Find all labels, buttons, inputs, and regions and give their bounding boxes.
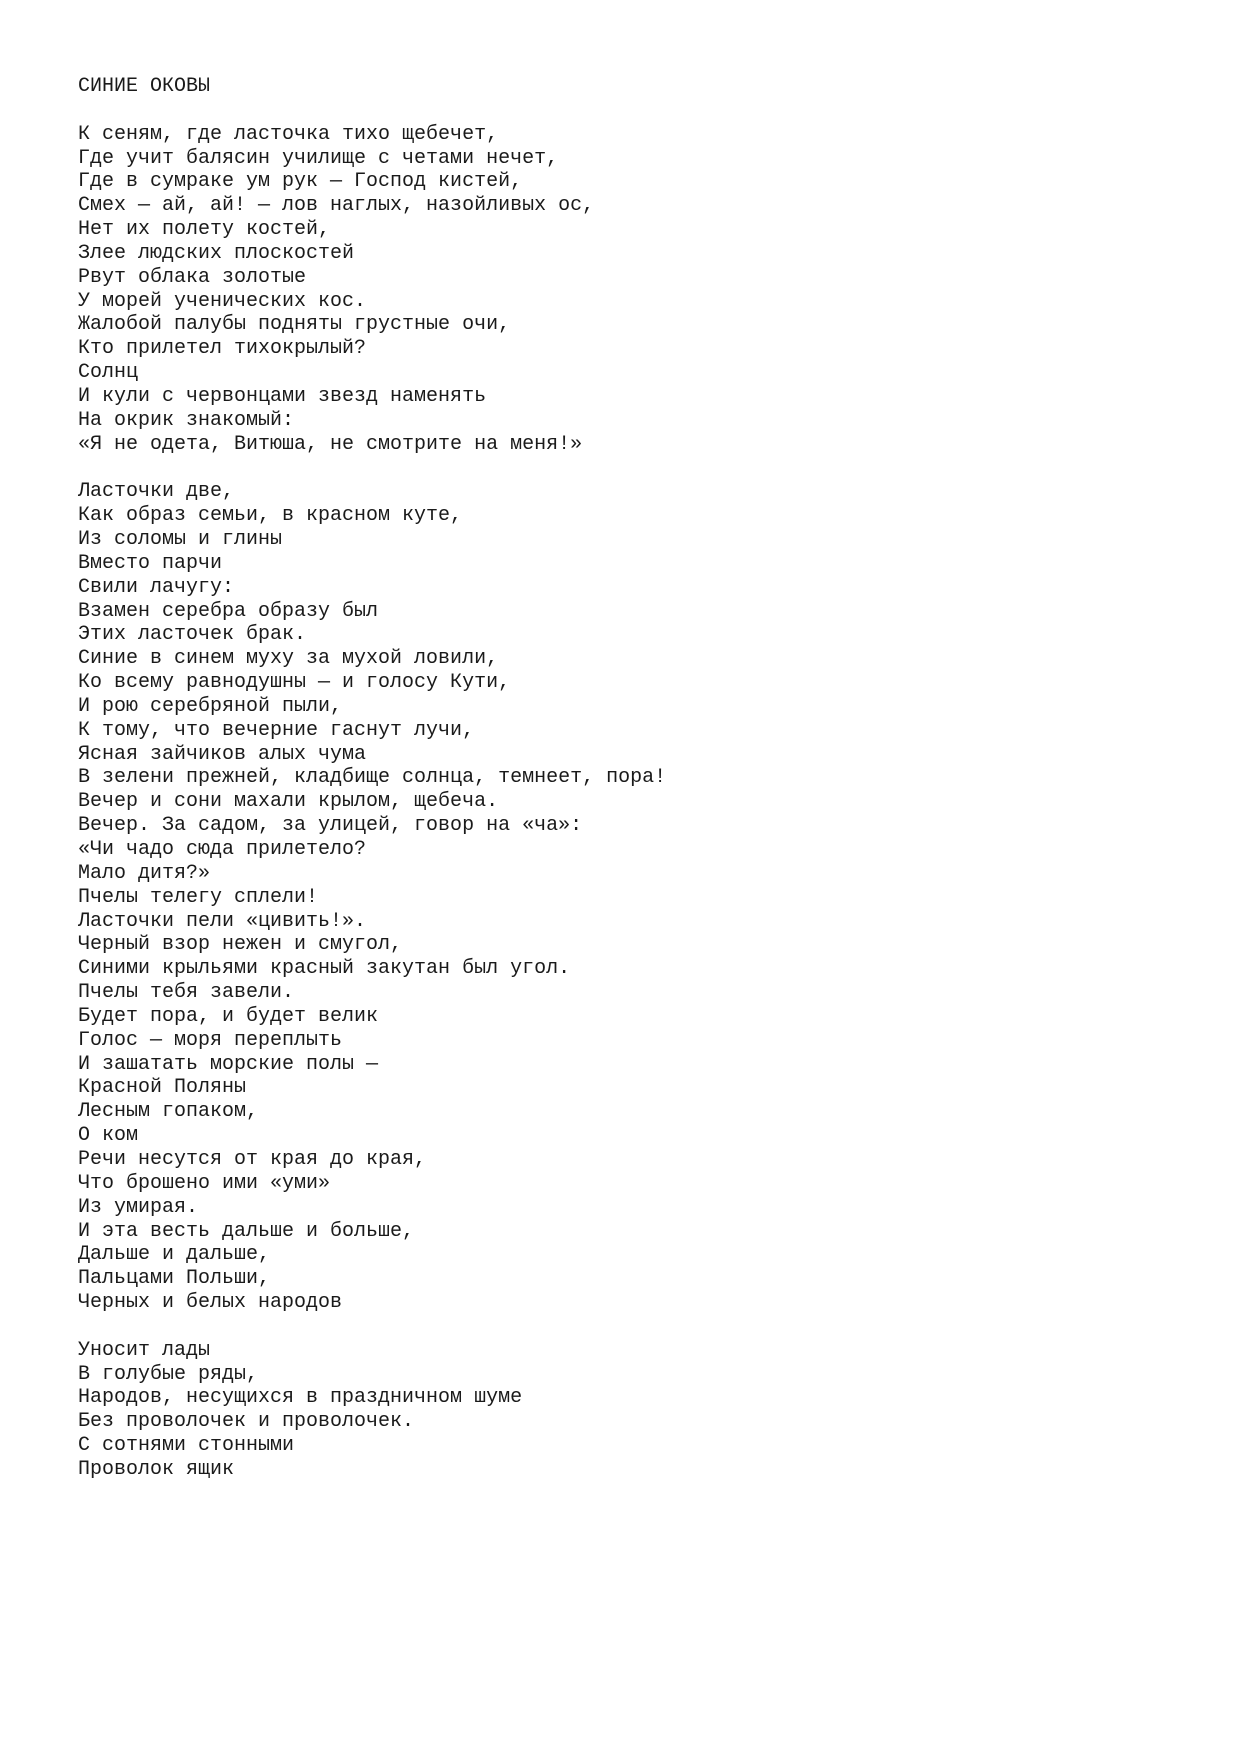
poem-line: Мало дитя?» bbox=[78, 861, 211, 885]
poem-line: Кто прилетел тихокрылый? bbox=[78, 337, 367, 361]
poem-line: Солнц bbox=[78, 361, 139, 385]
poem-line: Где в сумраке ум рук — Господ кистей, bbox=[78, 170, 523, 194]
poem-line: Ласточки две, bbox=[78, 480, 235, 504]
poem-line: На окрик знакомый: bbox=[78, 408, 295, 432]
poem-line: О ком bbox=[78, 1124, 139, 1148]
poem-line: Синие в синем муху за мухой ловили, bbox=[78, 647, 499, 671]
poem-line: «Чи чадо сюда прилетело? bbox=[78, 838, 367, 861]
poem-line: Красной Поляны bbox=[78, 1076, 247, 1100]
poem-line: Лесным гопаком, bbox=[78, 1100, 259, 1124]
poem-line: Без проволочек и проволочек. bbox=[78, 1410, 415, 1434]
poem-line: Черный взор нежен и смугол, bbox=[78, 933, 403, 957]
poem-body bbox=[78, 75, 1078, 1482]
poem-line: И кули с червонцами звезд наменять bbox=[78, 384, 487, 408]
stanza bbox=[78, 123, 1078, 457]
poem-line: Вместо парчи bbox=[78, 551, 223, 575]
poem-line: Из соломы и глины bbox=[78, 528, 283, 552]
poem-line: К тому, что вечерние гаснут лучи, bbox=[78, 718, 475, 742]
poem-line: Вечер. За садом, за улицей, говор на «ча»: bbox=[78, 814, 583, 838]
poem-line: Будет пора, и будет велик bbox=[78, 1004, 379, 1028]
poem-line: Ясная зайчиков алых чума bbox=[78, 742, 367, 766]
poem-line: Пальцами Польши, bbox=[78, 1267, 271, 1291]
poem-line: Черных и белых народов bbox=[78, 1291, 343, 1315]
poem-line: Проволок ящик bbox=[78, 1457, 235, 1481]
poem-line: Синими крыльями красный закутан был угол. bbox=[78, 957, 571, 981]
stanzas-container bbox=[78, 123, 1078, 1482]
poem-line: Злее людских плоскостей bbox=[78, 241, 355, 265]
poem-line: Смех — ай, ай! — лов наглых, назойливых ос, bbox=[78, 194, 595, 218]
poem-line: Жалобой палубы подняты грустные очи, bbox=[78, 313, 511, 337]
poem-line: У морей ученических кос. bbox=[78, 289, 367, 313]
poem-line: Как образ семьи, в красном куте, bbox=[78, 504, 463, 528]
poem-line: Народов, несущихся в праздничном шуме bbox=[78, 1386, 523, 1410]
poem-title: СИНИЕ ОКОВЫ bbox=[78, 75, 211, 98]
poem-line: И зашатать морские полы — bbox=[78, 1052, 379, 1076]
poem-line: «Я не одета, Витюша, не смотрите на меня!» bbox=[78, 432, 583, 456]
poem-line: И эта весть дальше и больше, bbox=[78, 1219, 415, 1243]
poem-line: Из умирая. bbox=[78, 1195, 199, 1219]
poem-line: Этих ласточек брак. bbox=[78, 623, 307, 647]
poem-line: В зелени прежней, кладбище солнца, темнеет, пора! bbox=[78, 766, 667, 790]
poem-line: Рвут облака золотые bbox=[78, 265, 307, 289]
poem-line: Пчелы телегу сплели! bbox=[78, 885, 319, 909]
poem-line: Нет их полету костей, bbox=[78, 218, 331, 242]
poem-line: Что брошено ими «уми» bbox=[78, 1171, 331, 1195]
poem-line: Взамен серебра образу был bbox=[78, 599, 379, 623]
poem-line: Ласточки пели «цивить!». bbox=[78, 909, 367, 933]
poem-line: Где учит балясин училище с четами нечет, bbox=[78, 146, 559, 170]
poem-line: С сотнями стонными bbox=[78, 1434, 295, 1458]
poem-line: В голубые ряды, bbox=[78, 1362, 259, 1386]
poem-line: Ко всему равнодушны — и голосу Кути, bbox=[78, 671, 511, 695]
stanza bbox=[78, 1339, 1078, 1482]
poem-line: И рою серебряной пыли, bbox=[78, 694, 343, 718]
poem-line: К сеням, где ласточка тихо щебечет, bbox=[78, 122, 499, 146]
poem-line: Свили лачугу: bbox=[78, 575, 235, 599]
poem-line: Пчелы тебя завели. bbox=[78, 981, 295, 1005]
poem-line: Голос — моря переплыть bbox=[78, 1028, 343, 1052]
poem-line: Вечер и сони махали крылом, щебеча. bbox=[78, 790, 499, 814]
poem-line: Уносит лады bbox=[78, 1338, 211, 1362]
stanza bbox=[78, 480, 1078, 1315]
poem-line: Речи несутся от края до края, bbox=[78, 1147, 427, 1171]
poem-line: Дальше и дальше, bbox=[78, 1243, 271, 1267]
